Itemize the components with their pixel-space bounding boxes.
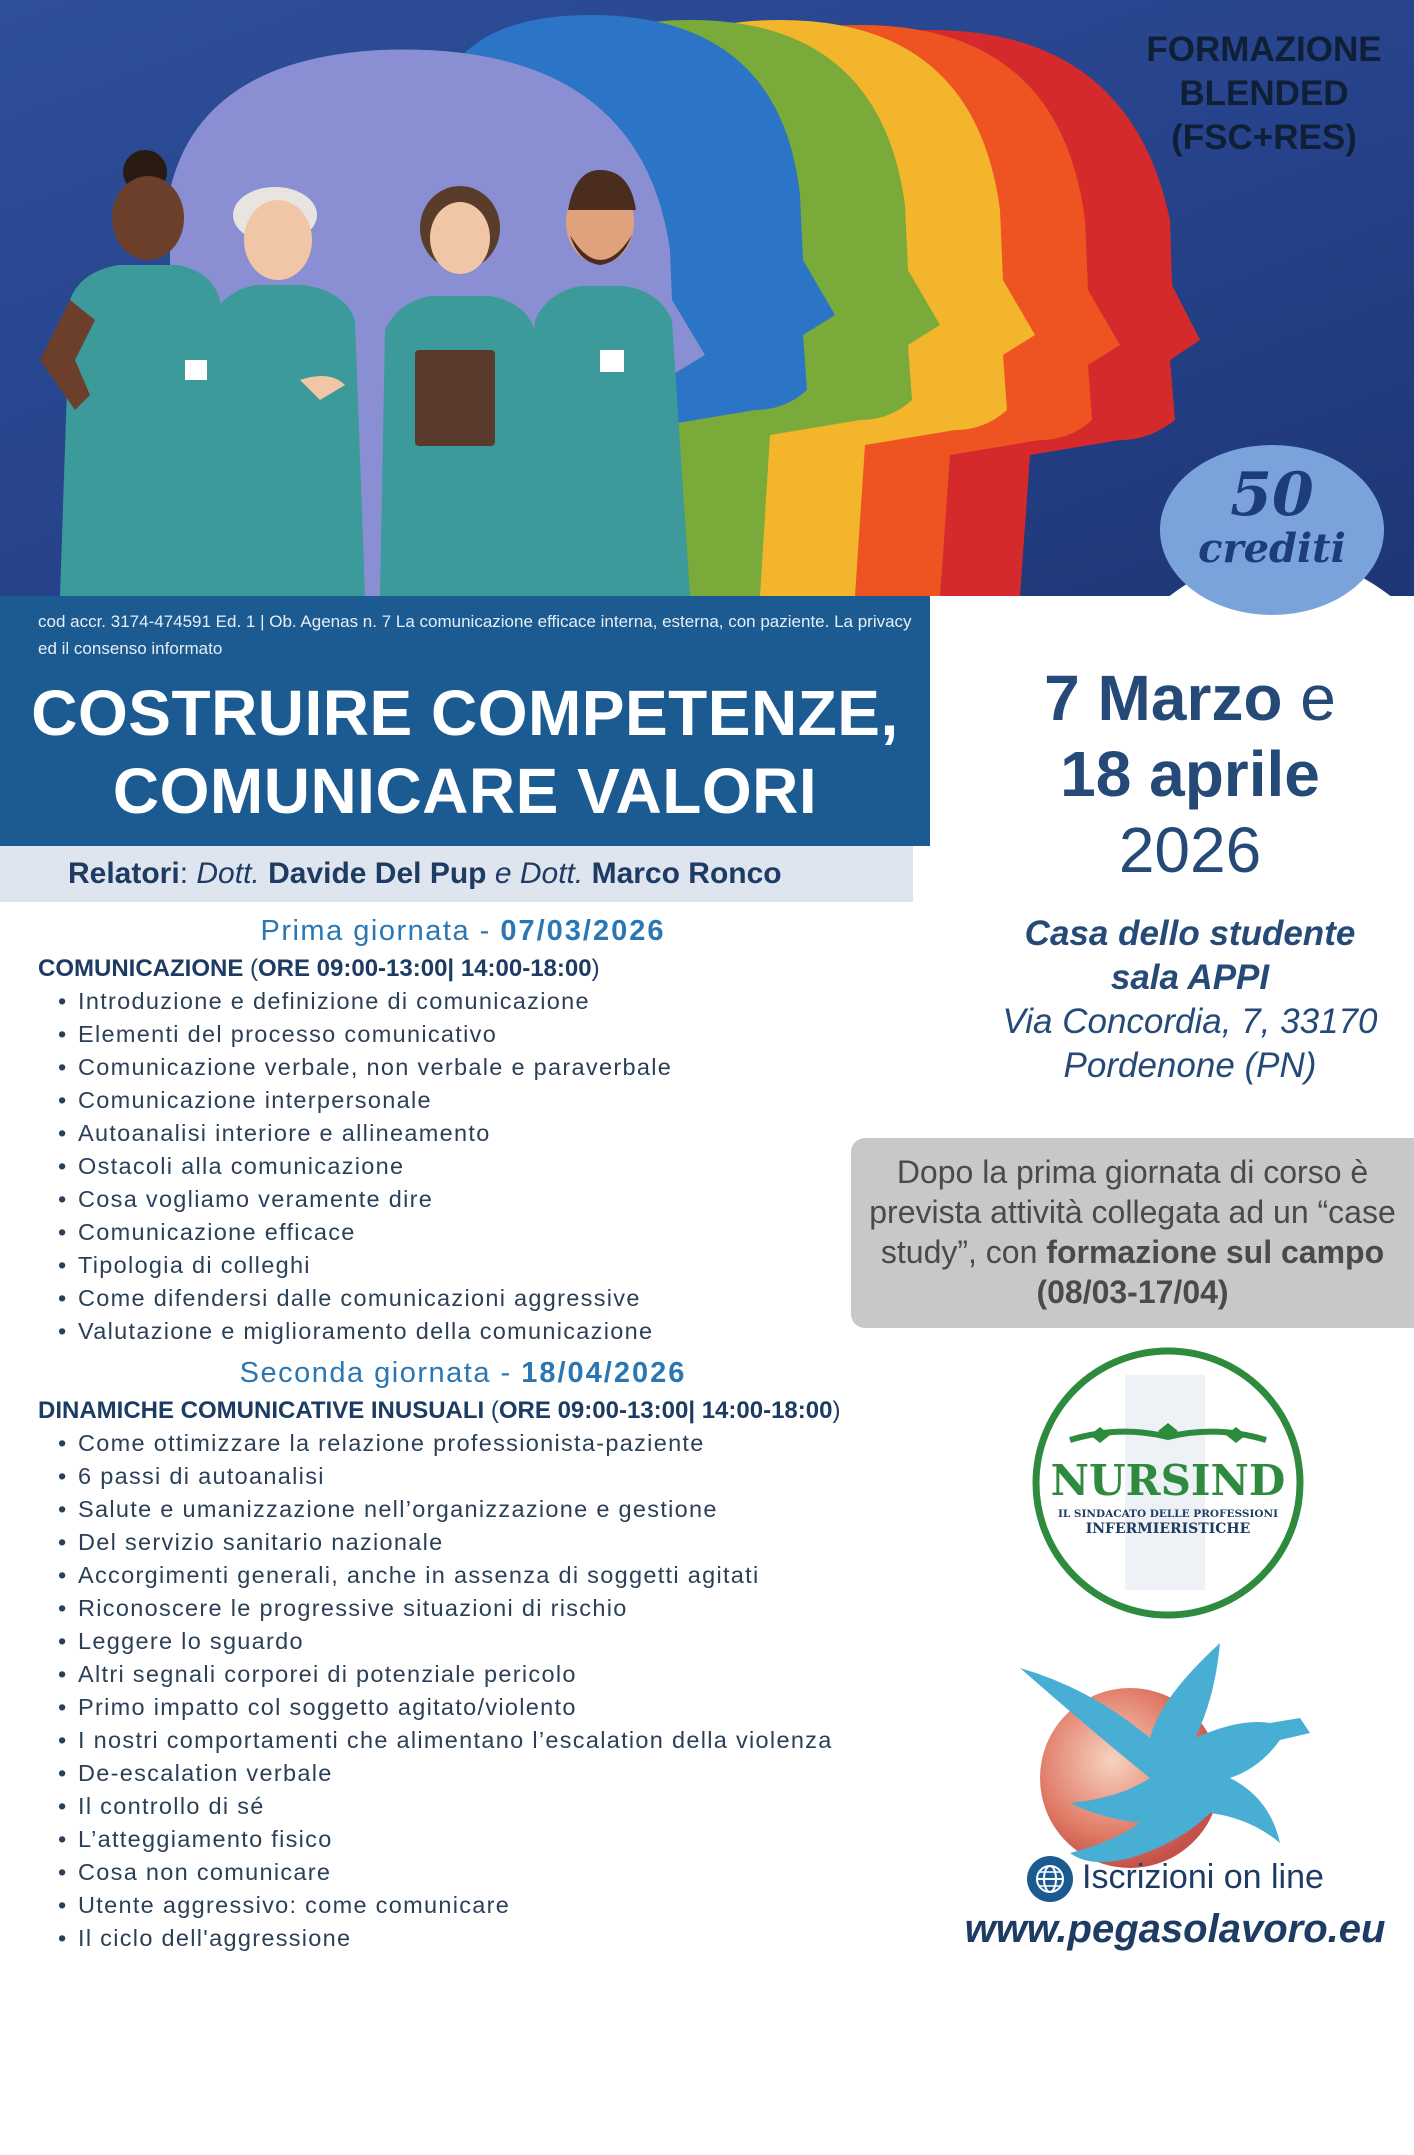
- list-item: • I nostri comportamenti che alimentano l’escalation della violenza: [58, 1724, 938, 1757]
- section-paren: (: [484, 1397, 499, 1424]
- course-title-line: COMUNICARE VALORI: [112, 755, 818, 827]
- list-item: • Altri segnali corporei di potenziale pericolo: [58, 1658, 938, 1691]
- program-content: [38, 912, 938, 1955]
- website-link[interactable]: www.pegasolavoro.eu: [964, 1907, 1386, 1952]
- list-item: • L’atteggiamento fisico: [58, 1823, 938, 1856]
- nursind-logo: [1030, 1345, 1306, 1621]
- event-date: 18 aprile: [1060, 738, 1320, 810]
- address-line: Via Concordia, 7, 33170: [1002, 1002, 1378, 1041]
- event-date-conjunction: e: [1300, 662, 1336, 734]
- event-info: [950, 660, 1414, 1088]
- format-label-line: FORMAZIONE: [1146, 30, 1382, 69]
- venue-name: [950, 912, 1414, 1000]
- list-item: • Riconoscere le progressive situazioni di rischio: [58, 1592, 938, 1625]
- signup-label: Iscrizioni on line: [1082, 1858, 1324, 1896]
- course-title-line: COSTRUIRE COMPETENZE,: [31, 677, 899, 749]
- section-paren: ): [832, 1397, 841, 1424]
- list-item: • Valutazione e miglioramento della comunicazione: [58, 1315, 938, 1348]
- section-paren: ): [591, 955, 600, 982]
- list-item: • Leggere lo sguardo: [58, 1625, 938, 1658]
- signup-section: [955, 1855, 1395, 1955]
- list-item: • 6 passi di autoanalisi: [58, 1460, 938, 1493]
- section-hours: ORE 09:00-13:00| 14:00-18:00: [498, 1397, 833, 1424]
- speaker-title: Dott.: [196, 857, 260, 890]
- section-name: COMUNICAZIONE: [38, 955, 244, 982]
- globe-icon: [1026, 1855, 1074, 1903]
- credits-number: 50: [1230, 460, 1314, 530]
- day-label: Seconda giornata -: [239, 1357, 522, 1389]
- speaker-conjunction: e: [494, 857, 512, 890]
- list-item: • Il ciclo dell'aggressione: [58, 1922, 938, 1955]
- speaker-name: Davide Del Pup: [268, 857, 487, 890]
- accreditation-text: cod accr. 3174-474591 Ed. 1 | Ob. Agenas n. 7 La comunicazione efficace interna, esterna, con paziente. La privacy ed il consenso informato: [38, 612, 912, 658]
- list-item: • Autoanalisi interiore e allineamento: [58, 1117, 938, 1150]
- nursind-subtitle: INFERMIERISTICHE: [1085, 1521, 1251, 1537]
- nursind-subtitle: IL SINDACATO DELLE PROFESSIONI: [1057, 1508, 1279, 1520]
- section-name: DINAMICHE COMUNICATIVE INUSUALI: [38, 1397, 485, 1424]
- credits-label: crediti: [1198, 525, 1346, 572]
- speaker-title: Dott.: [519, 857, 584, 890]
- speakers-separator: :: [179, 857, 189, 890]
- list-item: • Come difendersi dalle comunicazioni aggressive: [58, 1282, 938, 1315]
- speakers-label: Relatori: [68, 857, 180, 890]
- list-item: • Comunicazione efficace: [58, 1216, 938, 1249]
- event-date-first: [950, 660, 1414, 736]
- format-label: [1144, 28, 1384, 160]
- note-text-bold: formazione sul campo (08/03-17/04): [1036, 1234, 1385, 1310]
- speakers-bar: [0, 846, 913, 902]
- credits-badge: [1160, 445, 1384, 615]
- venue-line: sala APPI: [1110, 958, 1270, 997]
- day-date: 07/03/2026: [500, 915, 666, 947]
- list-item: • Cosa vogliamo veramente dire: [58, 1183, 938, 1216]
- event-date: 7 Marzo: [1044, 662, 1283, 734]
- list-item: • Salute e umanizzazione nell’organizzazione e gestione: [58, 1493, 938, 1526]
- day1-topics-list: [38, 985, 938, 1348]
- list-item: • Introduzione e definizione di comunicazione: [58, 985, 938, 1018]
- format-label-line: (FSC+RES): [1171, 118, 1357, 157]
- title-band: [0, 596, 930, 846]
- list-item: • Ostacoli alla comunicazione: [58, 1150, 938, 1183]
- day2-topics-list: [38, 1427, 938, 1955]
- section-paren: (: [243, 955, 258, 982]
- list-item: • Come ottimizzare la relazione professionista-paziente: [58, 1427, 938, 1460]
- venue-address: [950, 1000, 1414, 1088]
- day1-section-title: [38, 952, 938, 985]
- list-item: • Utente aggressivo: come comunicare: [58, 1889, 938, 1922]
- day2-heading: [38, 1354, 888, 1392]
- note-text: Dopo la prima giornata di corso è prevista attività collegata ad un “case study”, con: [869, 1154, 1396, 1270]
- list-item: • Il controllo di sé: [58, 1790, 938, 1823]
- day1-heading: [38, 912, 888, 950]
- day-date: 18/04/2026: [521, 1357, 687, 1389]
- list-item: • Cosa non comunicare: [58, 1856, 938, 1889]
- list-item: • Comunicazione verbale, non verbale e paraverbale: [58, 1051, 938, 1084]
- list-item: • Elementi del processo comunicativo: [58, 1018, 938, 1051]
- list-item: • Primo impatto col soggetto agitato/violento: [58, 1691, 938, 1724]
- venue-line: Casa dello studente: [1024, 914, 1356, 953]
- list-item: • Tipologia di colleghi: [58, 1249, 938, 1282]
- speaker-name: Marco Ronco: [591, 857, 782, 890]
- event-year: 2026: [1118, 814, 1262, 886]
- section-hours: ORE 09:00-13:00| 14:00-18:00: [258, 955, 592, 982]
- address-line: Pordenone (PN): [1063, 1046, 1317, 1085]
- nursind-name: NURSIND: [1050, 1456, 1286, 1505]
- course-title: [0, 674, 930, 830]
- day2-section-title: [38, 1394, 938, 1427]
- signup-row: [955, 1855, 1395, 1903]
- format-label-line: BLENDED: [1179, 74, 1349, 113]
- list-item: • Comunicazione interpersonale: [58, 1084, 938, 1117]
- day-label: Prima giornata -: [260, 915, 501, 947]
- list-item: • Accorgimenti generali, anche in assenza di soggetti agitati: [58, 1559, 938, 1592]
- list-item: • Del servizio sanitario nazionale: [58, 1526, 938, 1559]
- list-item: • De-escalation verbale: [58, 1757, 938, 1790]
